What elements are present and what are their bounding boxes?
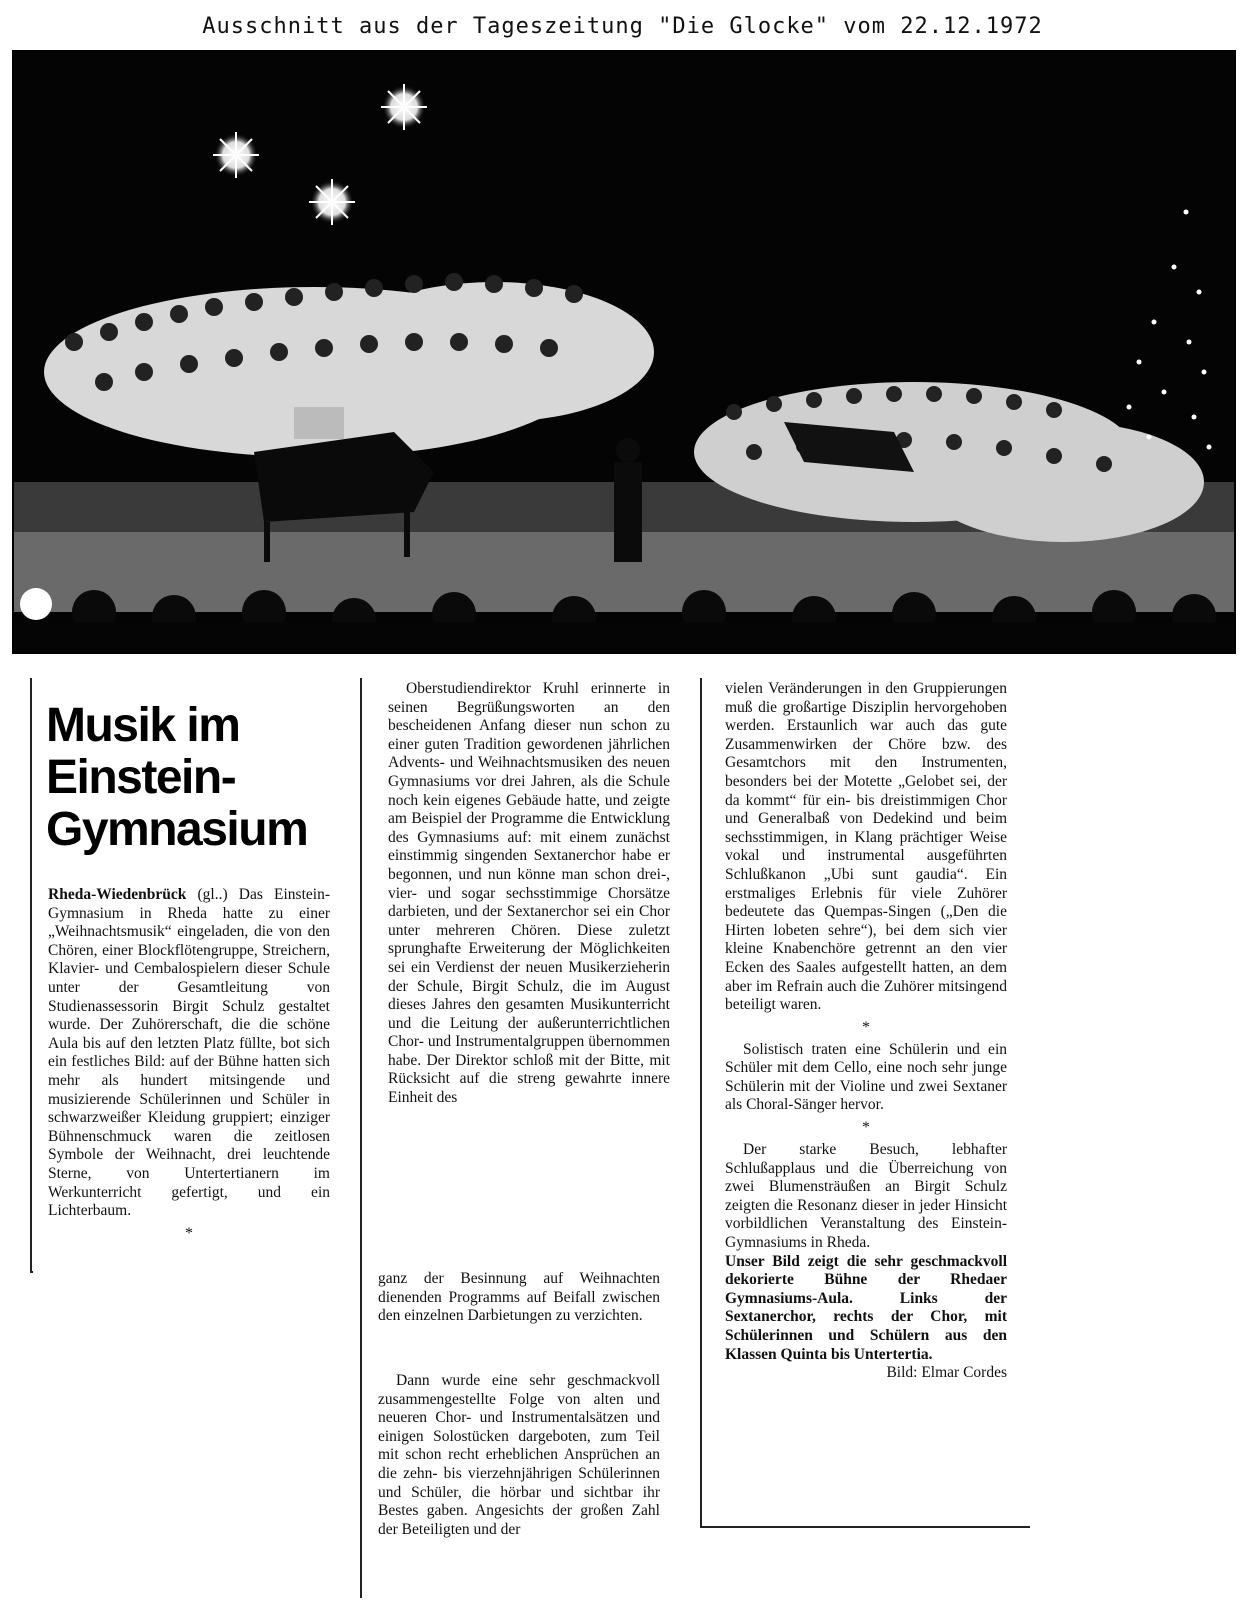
article-paragraph-2-continued: ganz der Besinnung auf Weihnachten dienenden Programms auf Beifall zwischen den einzelnen Darbietungen zu verzichten. (378, 1270, 660, 1325)
article-column-2 (388, 680, 670, 1108)
column-rule-left (30, 678, 32, 1273)
photo-credit: Bild: Elmar Cordes (886, 1364, 1007, 1382)
article-paragraph-4: vielen Veränderungen in den Gruppierungen muß die großartige Disziplin hervorgehoben werden. Erstaunlich war auch das gute Zusammenwirken der Chöre bzw. des Gesamtchors mit den Instrumenten, besonders bei der Motette „Gelobet sei, der da kommt“ für ein- bis dreistimmigen Chor und Generalbaß von Dedekind und beim sechsstimmigen, in Klang prächtiger Weise vokal und instrumental ausgeführten Schlußkanon „Ubi sunt gaudia“. Ein erstmaliges Erlebnis für viele Zuhörer bedeutete das Quempas-Singen („Den die Hirten lobeten sehre“), bei dem sich vier kleine Knabenchöre getrennt an den vier Ecken des Saales aufgestellt hatten, an dem aber im Refrain auch die Zuhörer mitsingend beteiligt waren. (725, 680, 1007, 1014)
column-rule-bottom (30, 1271, 33, 1273)
photo-caption: Unser Bild zeigt die sehr geschmackvoll dekorierte Bühne der Rhedaer Gymnasiums-Aula. Links der Sextanerchor, rechts der Chor, mit Schülerinnen und Schülern aus den Klassen Quinta bis Untertertia. (725, 1252, 1007, 1363)
clipping-source-note: Ausschnitt aus der Tageszeitung "Die Glocke" vom 22.12.1972 (202, 14, 1043, 39)
section-separator: * (862, 1119, 870, 1137)
article-column-2-continued (378, 1270, 660, 1326)
stage-photo (12, 50, 1236, 654)
column-rule-middle (360, 678, 362, 1598)
article-dateline: Rheda-Wiedenbrück (48, 886, 187, 903)
article-column-3 (725, 680, 1007, 1383)
article-paragraph-3: Dann wurde eine sehr geschmackvoll zusammengestellte Folge von alten und neueren Chor- und Instrumentalsätzen und einigen Solostücken dargeboten, zum Teil mit schon recht erheblichen Ansprüchen an die zehn- bis vierzehnjährigen Schülerinnen und Schüler, die hörbar und sichtbar ihr Bestes gaben. Angesichts der großen Zahl der Beteiligten und der (378, 1372, 660, 1538)
section-separator: * (185, 1224, 193, 1242)
article-column-1 (48, 886, 330, 1247)
article-paragraph-2: Oberstudiendirektor Kruhl erinnerte in seinen Begrüßungsworten an den bescheidenen Anfang dieser nun schon zu einer guten Tradition gewordenen jährlichen Advents- und Weihnachtsmusiken des neuen Gymnasiums vor drei Jahren, als die Schule noch kein eigenes Gebäude hatte, und zeigte am Beispiel der Programme die Entwicklung des Gymnasiums auf: mit einem zunächst einstimmig singenden Sextanerchor habe er begonnen, und nun könne man schon drei-, vier- und sogar sechsstimmige Chorsätze darbieten, und der Sextanerchor sei ein Chor unter mehreren Chören. Diese zuletzt sprunghafte Erweiterung der Möglichkeiten sei ein Verdienst der neuen Musikerzieherin der Schule, Birgit Schulz, die im August dieses Jahres den gesamten Musikunterricht und die Leitung der außerunterrichtlichen Chor- und Instrumentalgruppen übernommen habe. Der Direktor schloß mit der Bitte, mit Rücksicht auf die streng gewahrte innere Einheit des (388, 680, 670, 1107)
article-column-2-lower (378, 1372, 660, 1539)
article-headline (46, 700, 336, 856)
column-rule-right (700, 678, 702, 1528)
column-rule-right-bottom (700, 1526, 1030, 1528)
article-paragraph-6: Der starke Besuch, lebhafter Schlußapplaus und die Überreichung von zwei Blumensträußen an Birgit Schulz zeigten die Resonanz dieser in jeder Hinsicht vorbildlichen Veranstaltung des Einstein-Gymnasiums in Rheda. (725, 1141, 1007, 1252)
section-separator: * (862, 1018, 870, 1036)
headline-line-3: Gymnasium (46, 803, 308, 856)
photo-choir-stage-icon (14, 52, 1234, 652)
headline-line-1: Musik im (46, 699, 240, 752)
article-paragraph-1 (48, 886, 330, 1221)
headline-line-2: Einstein- (46, 751, 236, 804)
article-paragraph-5: Solistisch traten eine Schülerin und ein Schüler mit dem Cello, eine noch sehr junge Schülerin mit der Violine und zwei Sextaner als Choral-Sänger hervor. (725, 1040, 1007, 1114)
article-paragraph-1-text: (gl..) Das Einstein-Gymnasium in Rheda hatte zu einer „Weihnachtsmusik“ eingeladen, die von den Chören, einer Blockflötengruppe, Streichern, Klavier- und Cembalospielern dieser Schule unter der Gesamtleitung von Studienassessorin Birgit Schulz gestaltet wurde. Der Zuhörerschaft, die die schöne Aula bis auf den letzten Platz füllte, bot sich ein festliches Bild: auf der Bühne hatten sich mehr als hundert mitsingende und musizierende Schülerinnen und Schüler in schwarzweißer Kleidung gruppiert; einziger Bühnenschmuck waren die zeitlosen Symbole der Weihnacht, drei leuchtende Sterne, von Untertertianern im Werkunterricht gefertigt, und ein Lichterbaum. (48, 886, 330, 1220)
